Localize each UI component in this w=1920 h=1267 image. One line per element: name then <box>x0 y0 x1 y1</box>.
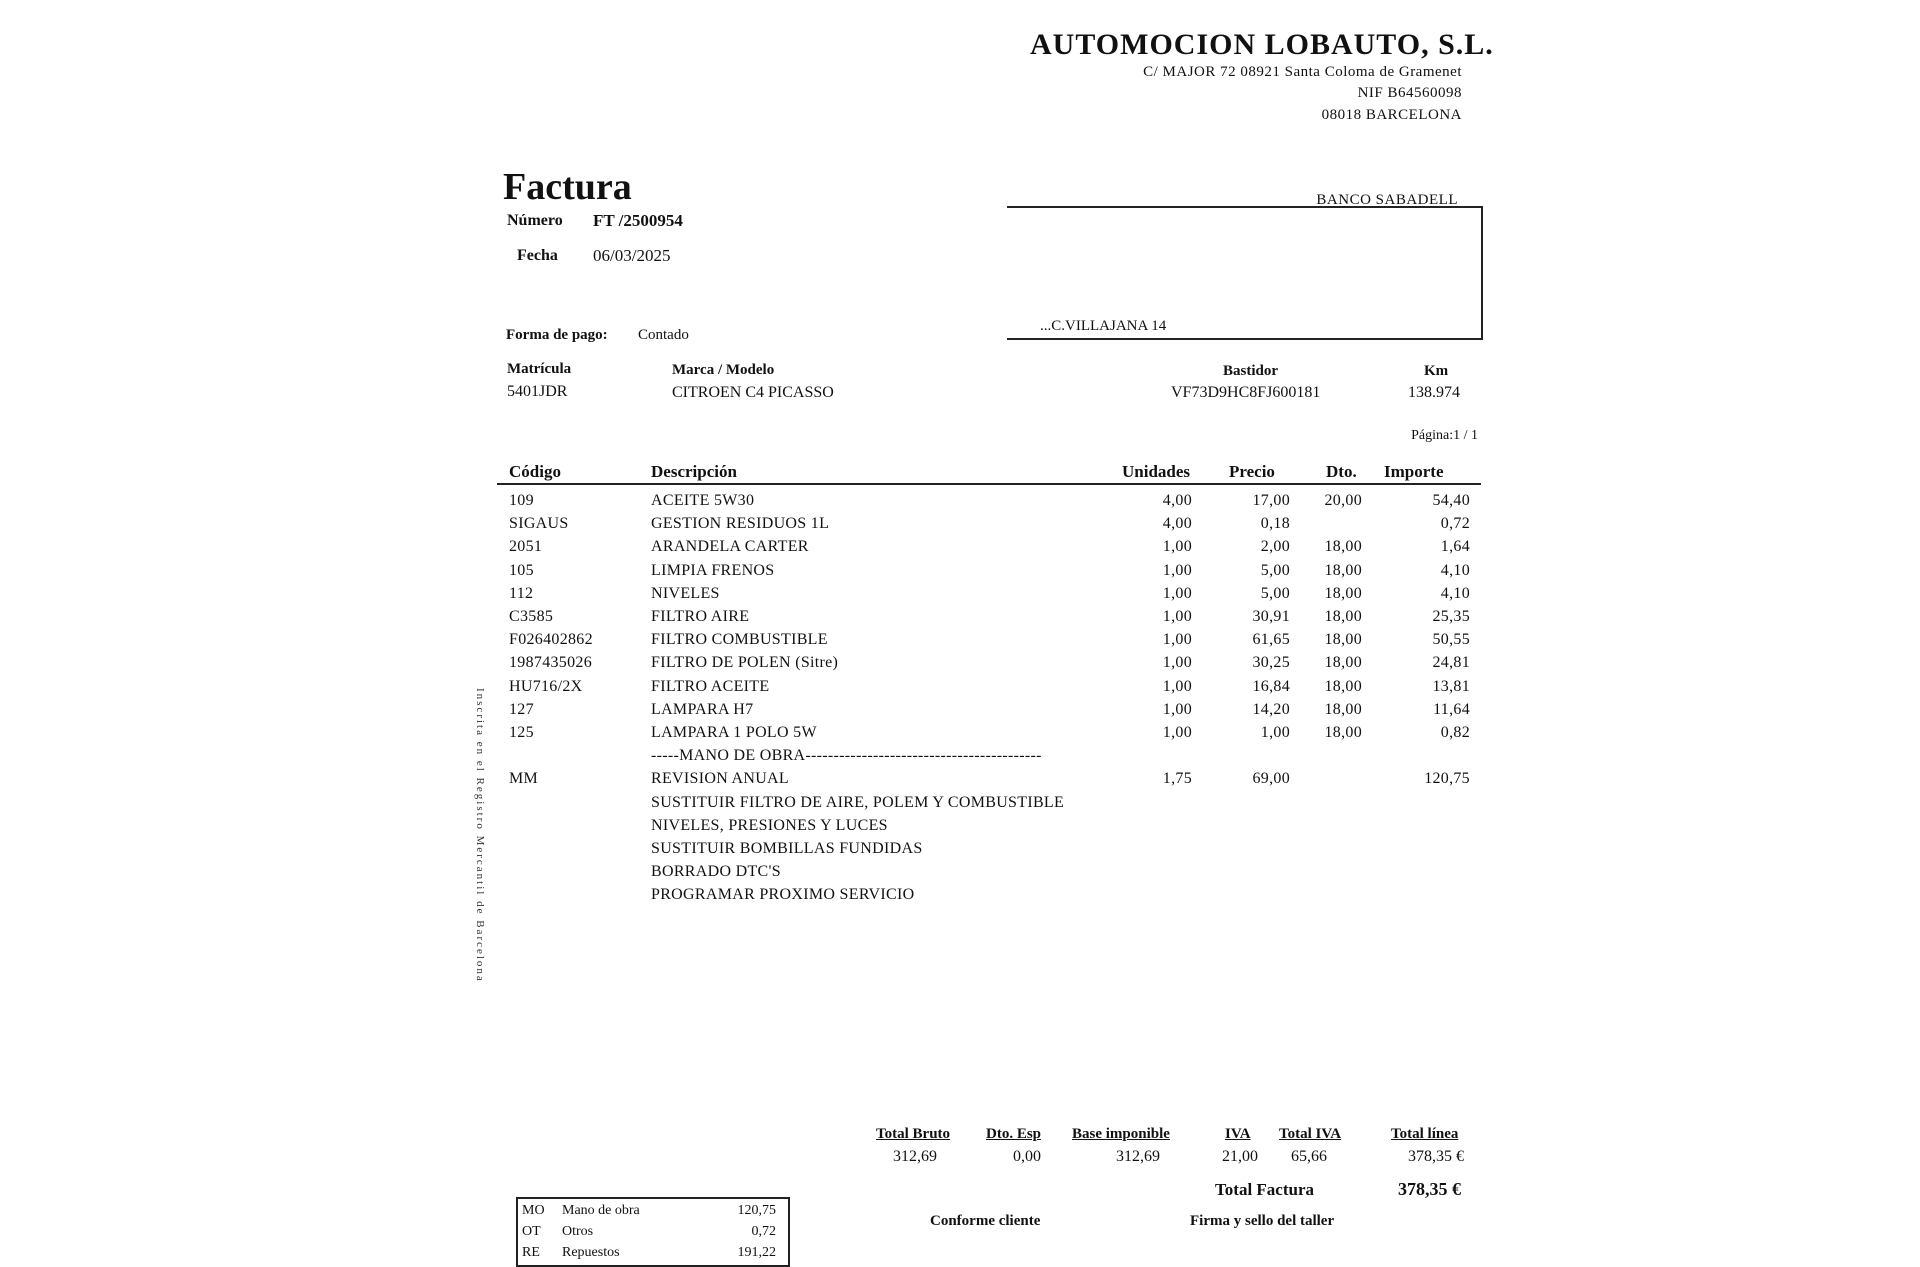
line-importe: 4,10 <box>1440 561 1470 579</box>
line-descripcion: SUSTITUIR BOMBILLAS FUNDIDAS <box>651 840 923 857</box>
line-codigo: 127 <box>509 700 534 718</box>
summary-code: RE <box>522 1245 540 1260</box>
col-descripcion: Descripción <box>651 462 737 481</box>
line-descripcion: FILTRO AIRE <box>651 608 750 625</box>
bank-name: BANCO SABADELL <box>1316 192 1458 208</box>
km-value: 138.974 <box>1408 384 1460 401</box>
line-descripcion: GESTION RESIDUOS 1L <box>651 515 830 533</box>
line-dto: 18,00 <box>1324 561 1362 579</box>
line-importe: 120,75 <box>1424 770 1470 788</box>
line-descripcion: ARANDELA CARTER <box>651 538 809 556</box>
marca-label: Marca / Modelo <box>672 362 775 378</box>
line-unidades: 1,00 <box>1162 677 1192 695</box>
line-dto: 18,00 <box>1324 538 1362 556</box>
line-descripcion: -----MANO DE OBRA------------------------------------------ <box>651 747 1042 765</box>
line-codigo: SIGAUS <box>509 515 569 533</box>
line-dto: 18,00 <box>1324 724 1362 741</box>
line-descripcion: NIVELES, PRESIONES Y LUCES <box>651 816 888 834</box>
company-address: C/ MAJOR 72 08921 Santa Coloma de Gramenet <box>1143 64 1462 80</box>
line-codigo: 125 <box>509 724 534 741</box>
summary-label: Repuestos <box>562 1245 620 1260</box>
line-importe: 0,72 <box>1440 515 1470 533</box>
line-importe: 54,40 <box>1432 492 1470 509</box>
line-codigo: 1987435026 <box>509 654 592 672</box>
dto-esp-value: 0,00 <box>1013 1148 1041 1165</box>
line-codigo: MM <box>509 770 539 788</box>
iva-label: IVA <box>1225 1126 1251 1142</box>
km-label: Km <box>1424 363 1449 379</box>
line-descripcion: BORRADO DTC'S <box>651 863 781 881</box>
line-precio: 5,00 <box>1260 584 1290 602</box>
line-importe: 4,10 <box>1440 584 1470 602</box>
page-indicator: Página:1 / 1 <box>1411 428 1478 443</box>
total-factura-label: Total Factura <box>1215 1180 1315 1199</box>
total-bruto-label: Total Bruto <box>876 1126 951 1142</box>
summary-code: OT <box>522 1224 541 1239</box>
invoice-title: Factura <box>503 166 632 208</box>
line-descripcion: LIMPIA FRENOS <box>651 561 775 579</box>
forma-pago-value: Contado <box>638 327 689 343</box>
line-descripcion: SUSTITUIR FILTRO DE AIRE, POLEM Y COMBUSTIBLE <box>651 793 1065 811</box>
summary-code: MO <box>522 1203 545 1218</box>
line-codigo: 2051 <box>509 538 543 556</box>
line-codigo: 105 <box>509 561 534 579</box>
line-precio: 30,25 <box>1252 654 1290 672</box>
header-rule <box>497 483 1481 485</box>
col-unidades: Unidades <box>1122 462 1191 481</box>
line-descripcion: LAMPARA 1 POLO 5W <box>651 724 817 741</box>
line-dto: 20,00 <box>1324 492 1362 509</box>
line-unidades: 4,00 <box>1162 492 1192 509</box>
numero-value: FT /2500954 <box>593 211 683 230</box>
summary-value: 120,75 <box>737 1203 776 1218</box>
line-importe: 24,81 <box>1432 654 1470 672</box>
line-importe: 0,82 <box>1440 724 1470 741</box>
line-unidades: 1,75 <box>1162 770 1192 788</box>
line-precio: 30,91 <box>1252 608 1290 625</box>
line-precio: 1,00 <box>1260 724 1290 741</box>
base-imponible-label: Base imponible <box>1072 1126 1170 1142</box>
summary-box <box>516 1197 790 1267</box>
bastidor-value: VF73D9HC8FJ600181 <box>1171 384 1321 401</box>
line-dto: 18,00 <box>1324 677 1362 695</box>
col-importe: Importe <box>1384 462 1444 481</box>
col-dto: Dto. <box>1326 462 1357 481</box>
base-imponible-value: 312,69 <box>1116 1148 1160 1165</box>
matricula-label: Matrícula <box>507 361 572 377</box>
line-unidades: 1,00 <box>1162 584 1192 602</box>
line-dto: 18,00 <box>1324 584 1362 602</box>
line-dto: 18,00 <box>1324 631 1362 649</box>
line-codigo: C3585 <box>509 608 554 625</box>
company-city: 08018 BARCELONA <box>1321 107 1462 123</box>
line-precio: 14,20 <box>1252 700 1290 718</box>
line-codigo: 109 <box>509 492 534 509</box>
line-descripcion: NIVELES <box>651 584 720 602</box>
bastidor-label: Bastidor <box>1223 363 1279 379</box>
marca-value: CITROEN C4 PICASSO <box>672 384 834 401</box>
line-unidades: 1,00 <box>1162 724 1192 741</box>
line-unidades: 1,00 <box>1162 631 1192 649</box>
total-iva-label: Total IVA <box>1279 1126 1342 1142</box>
line-descripcion: ACEITE 5W30 <box>651 492 755 509</box>
forma-pago-label: Forma de pago: <box>506 327 608 343</box>
line-descripcion: FILTRO ACEITE <box>651 677 770 695</box>
col-codigo: Código <box>509 462 561 481</box>
total-iva-value: 65,66 <box>1291 1148 1327 1165</box>
col-precio: Precio <box>1229 462 1275 481</box>
line-unidades: 1,00 <box>1162 700 1192 718</box>
line-precio: 2,00 <box>1260 538 1290 556</box>
line-unidades: 1,00 <box>1162 608 1192 625</box>
line-importe: 1,64 <box>1440 538 1470 556</box>
line-importe: 25,35 <box>1432 608 1470 625</box>
line-descripcion: FILTRO COMBUSTIBLE <box>651 631 828 649</box>
dto-esp-label: Dto. Esp <box>986 1126 1042 1142</box>
line-codigo: 112 <box>509 584 534 602</box>
line-precio: 69,00 <box>1252 770 1290 788</box>
line-precio: 17,00 <box>1252 492 1290 509</box>
line-dto: 18,00 <box>1324 700 1362 718</box>
line-importe: 11,64 <box>1433 700 1470 718</box>
numero-label: Número <box>507 212 563 229</box>
line-importe: 13,81 <box>1432 677 1470 695</box>
line-dto: 18,00 <box>1324 654 1362 672</box>
iva-value: 21,00 <box>1222 1148 1258 1165</box>
summary-label: Mano de obra <box>562 1203 640 1218</box>
company-name: AUTOMOCION LOBAUTO, S.L. <box>1030 28 1494 61</box>
line-precio: 5,00 <box>1260 561 1290 579</box>
line-unidades: 4,00 <box>1162 515 1192 533</box>
line-unidades: 1,00 <box>1162 538 1192 556</box>
line-importe: 50,55 <box>1432 631 1470 649</box>
line-codigo: F026402862 <box>509 631 593 649</box>
conforme-cliente-label: Conforme cliente <box>930 1213 1041 1229</box>
line-descripcion: PROGRAMAR PROXIMO SERVICIO <box>651 886 915 904</box>
firma-taller-label: Firma y sello del taller <box>1190 1213 1335 1229</box>
line-dto: 18,00 <box>1324 608 1362 625</box>
fecha-value: 06/03/2025 <box>593 246 671 265</box>
summary-label: Otros <box>562 1224 594 1239</box>
client-address-text: ...C.VILLAJANA 14 <box>1040 318 1167 334</box>
summary-value: 191,22 <box>737 1245 776 1260</box>
total-linea-value: 378,35 € <box>1408 1148 1464 1165</box>
fecha-label: Fecha <box>517 247 558 264</box>
company-nif: NIF B64560098 <box>1357 85 1462 101</box>
vertical-registry-note: Inscrita en el Registro Mercantil de Barcelona <box>474 688 486 983</box>
line-descripcion: FILTRO DE POLEN (Sitre) <box>651 654 839 672</box>
line-precio: 0,18 <box>1260 515 1290 533</box>
line-descripcion: LAMPARA H7 <box>651 700 754 718</box>
line-codigo: HU716/2X <box>509 677 583 695</box>
line-precio: 16,84 <box>1252 677 1290 695</box>
line-precio: 61,65 <box>1252 631 1290 649</box>
line-descripcion: REVISION ANUAL <box>651 770 789 788</box>
line-unidades: 1,00 <box>1162 561 1192 579</box>
total-bruto-value: 312,69 <box>893 1148 937 1165</box>
summary-value: 0,72 <box>751 1224 776 1239</box>
matricula-value: 5401JDR <box>507 383 568 400</box>
total-factura-value: 378,35 € <box>1398 1179 1461 1199</box>
line-unidades: 1,00 <box>1162 654 1192 672</box>
total-linea-label: Total línea <box>1391 1126 1459 1142</box>
